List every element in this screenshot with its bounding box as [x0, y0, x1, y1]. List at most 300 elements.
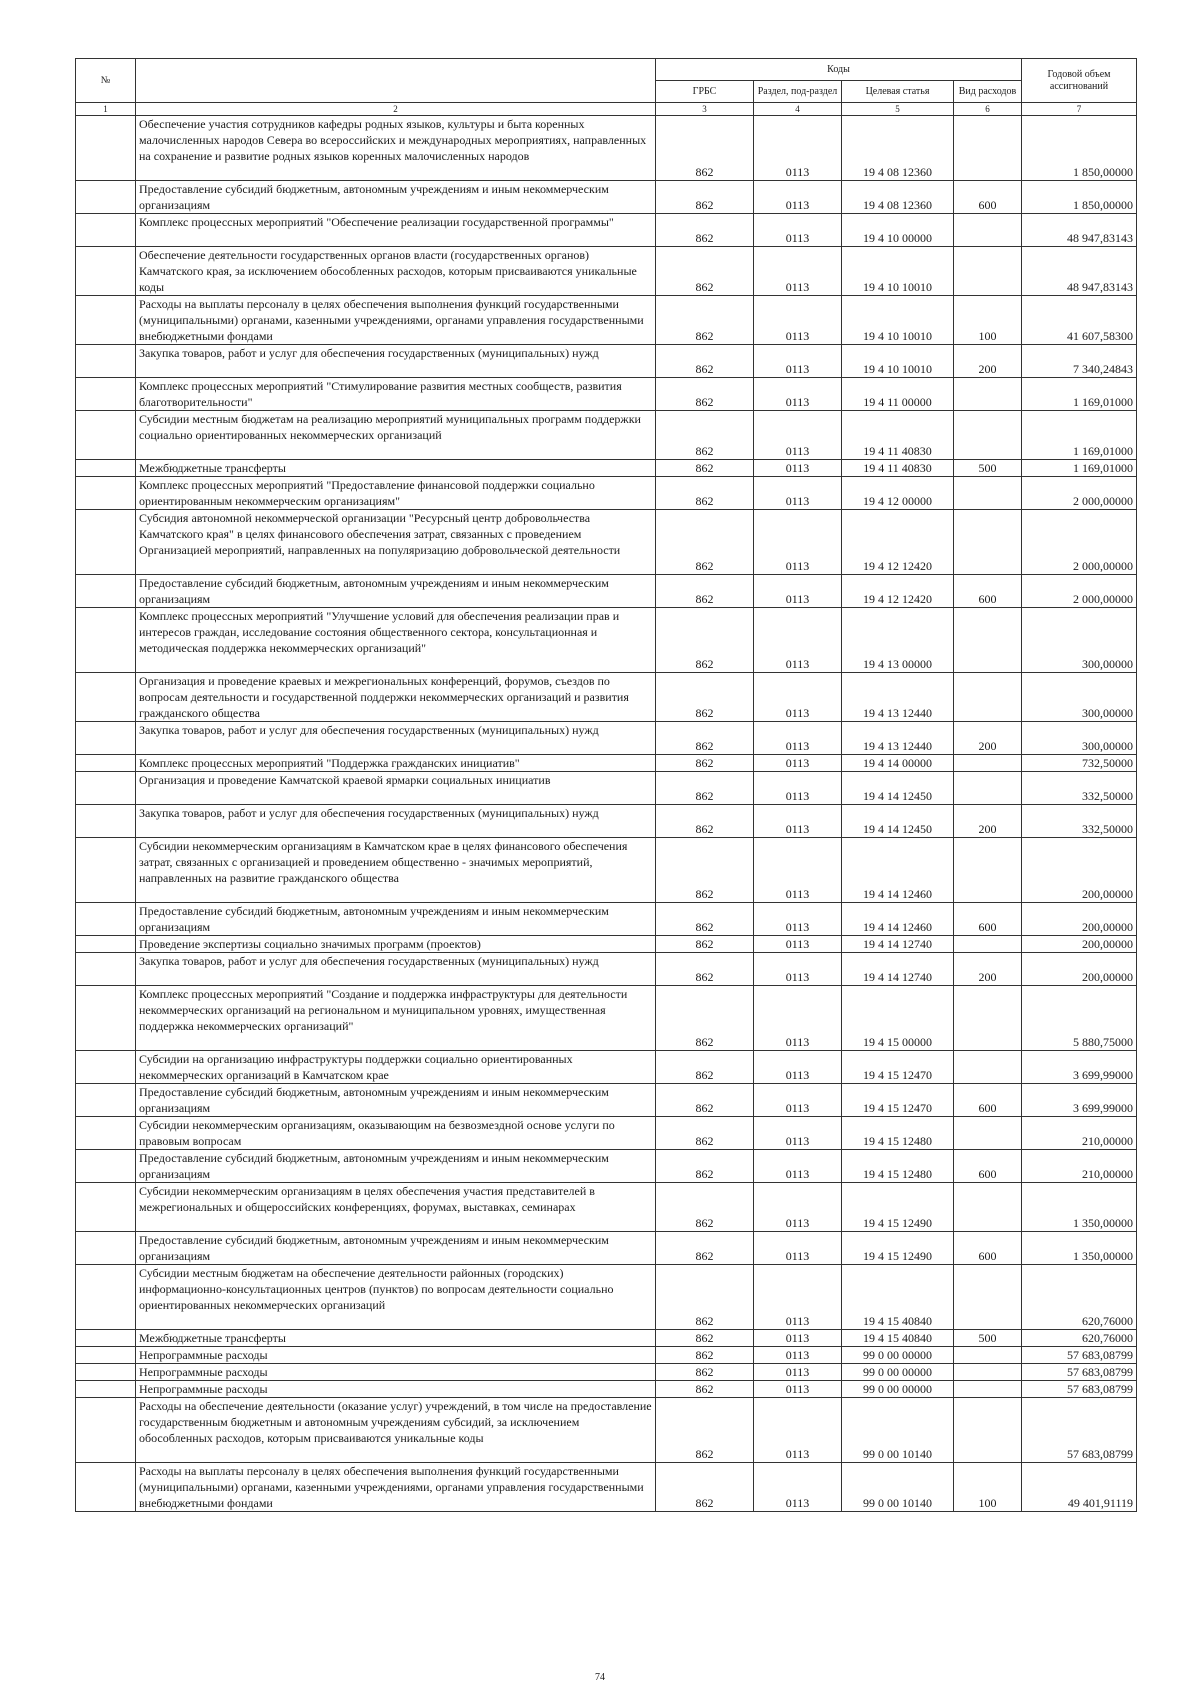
row-amount: 200,00000 — [1022, 838, 1137, 903]
row-target: 19 4 11 00000 — [842, 378, 954, 411]
row-amount: 57 683,08799 — [1022, 1364, 1137, 1381]
row-amount: 200,00000 — [1022, 936, 1137, 953]
table-row — [76, 953, 1137, 986]
row-razdel: 0113 — [754, 936, 842, 953]
row-amount: 1 850,00000 — [1022, 181, 1137, 214]
table-row — [76, 805, 1137, 838]
row-num — [76, 838, 136, 903]
row-target: 19 4 13 00000 — [842, 608, 954, 673]
row-vid: 200 — [954, 345, 1022, 378]
row-grbs: 862 — [656, 460, 754, 477]
row-razdel: 0113 — [754, 805, 842, 838]
row-amount: 620,76000 — [1022, 1265, 1137, 1330]
page-number: 74 — [595, 1672, 605, 1683]
row-razdel: 0113 — [754, 772, 842, 805]
table-header — [76, 59, 1137, 116]
table-row — [76, 1347, 1137, 1364]
row-name: Закупка товаров, работ и услуг для обеспечения государственных (муниципальных) нужд — [136, 722, 656, 755]
row-num — [76, 247, 136, 296]
row-razdel: 0113 — [754, 1463, 842, 1512]
row-num — [76, 1265, 136, 1330]
table-row — [76, 772, 1137, 805]
row-vid — [954, 1347, 1022, 1364]
table-row — [76, 247, 1137, 296]
row-num — [76, 460, 136, 477]
row-target: 19 4 08 12360 — [842, 116, 954, 181]
row-amount: 1 169,01000 — [1022, 378, 1137, 411]
row-target: 19 4 15 40840 — [842, 1265, 954, 1330]
table-row — [76, 345, 1137, 378]
row-grbs: 862 — [656, 116, 754, 181]
row-num — [76, 608, 136, 673]
header-razdel: Раздел, под-раздел — [754, 81, 842, 103]
table-row — [76, 1463, 1137, 1512]
row-vid: 600 — [954, 1084, 1022, 1117]
row-amount: 1 350,00000 — [1022, 1232, 1137, 1265]
table-row — [76, 214, 1137, 247]
table-row — [76, 1084, 1137, 1117]
table-row — [76, 1381, 1137, 1398]
row-num — [76, 722, 136, 755]
row-grbs: 862 — [656, 772, 754, 805]
row-num — [76, 1232, 136, 1265]
row-vid: 500 — [954, 1330, 1022, 1347]
row-name: Субсидии местным бюджетам на обеспечение деятельности районных (городских) информационно-консультационных центров (пунктов) по вопросам деятельности социально ориентированных некоммерческих организаций — [136, 1265, 656, 1330]
row-amount: 1 850,00000 — [1022, 116, 1137, 181]
row-vid — [954, 1265, 1022, 1330]
row-grbs: 862 — [656, 510, 754, 575]
row-vid: 600 — [954, 1232, 1022, 1265]
row-vid — [954, 772, 1022, 805]
row-grbs: 862 — [656, 1381, 754, 1398]
row-target: 19 4 15 12480 — [842, 1150, 954, 1183]
row-grbs: 862 — [656, 722, 754, 755]
row-grbs: 862 — [656, 214, 754, 247]
row-razdel: 0113 — [754, 181, 842, 214]
row-amount: 57 683,08799 — [1022, 1347, 1137, 1364]
table-row — [76, 1364, 1137, 1381]
row-amount: 200,00000 — [1022, 903, 1137, 936]
row-name: Межбюджетные трансферты — [136, 460, 656, 477]
row-vid — [954, 411, 1022, 460]
colnum-1: 1 — [76, 103, 136, 116]
row-grbs: 862 — [656, 755, 754, 772]
row-num — [76, 378, 136, 411]
row-razdel: 0113 — [754, 1381, 842, 1398]
row-razdel: 0113 — [754, 1330, 842, 1347]
row-name: Комплекс процессных мероприятий "Улучшение условий для обеспечения реализации прав и интересов граждан, исследование состояния общественного сектора, консультационная и методическая поддержка некоммерческих организаций" — [136, 608, 656, 673]
row-target: 19 4 14 12740 — [842, 953, 954, 986]
row-vid — [954, 1381, 1022, 1398]
row-vid: 600 — [954, 1150, 1022, 1183]
row-vid — [954, 936, 1022, 953]
row-grbs: 862 — [656, 1084, 754, 1117]
row-name: Предоставление субсидий бюджетным, автономным учреждениям и иным некоммерческим организациям — [136, 1084, 656, 1117]
table-body — [76, 116, 1137, 1512]
row-razdel: 0113 — [754, 1265, 842, 1330]
row-name: Закупка товаров, работ и услуг для обеспечения государственных (муниципальных) нужд — [136, 805, 656, 838]
row-grbs: 862 — [656, 805, 754, 838]
row-vid: 100 — [954, 296, 1022, 345]
table-row — [76, 608, 1137, 673]
row-num — [76, 296, 136, 345]
row-vid — [954, 1183, 1022, 1232]
row-grbs: 862 — [656, 247, 754, 296]
row-name: Предоставление субсидий бюджетным, автономным учреждениям и иным некоммерческим организациям — [136, 181, 656, 214]
row-name: Субсидии некоммерческим организациям в Камчатском крае в целях финансового обеспечения затрат, связанных с организацией и проведением общественно - значимых мероприятий, направленных на развитие гражданского общества — [136, 838, 656, 903]
row-grbs: 862 — [656, 1117, 754, 1150]
table-row — [76, 1398, 1137, 1463]
header-amount: Годовой объем ассигнований — [1022, 59, 1137, 103]
row-grbs: 862 — [656, 345, 754, 378]
row-name: Закупка товаров, работ и услуг для обеспечения государственных (муниципальных) нужд — [136, 345, 656, 378]
row-num — [76, 1084, 136, 1117]
budget-table — [75, 58, 1137, 1512]
row-name: Обеспечение участия сотрудников кафедры родных языков, культуры и быта коренных малочисленных народов Севера во всероссийских и международных мероприятиях, направленных на сохранение и развитие родных языков коренных малочисленных народов — [136, 116, 656, 181]
row-target: 19 4 12 12420 — [842, 510, 954, 575]
row-num — [76, 116, 136, 181]
row-target: 19 4 13 12440 — [842, 722, 954, 755]
row-razdel: 0113 — [754, 673, 842, 722]
row-razdel: 0113 — [754, 1364, 842, 1381]
row-vid: 200 — [954, 805, 1022, 838]
header-num: № — [76, 59, 136, 103]
row-grbs: 862 — [656, 296, 754, 345]
row-razdel: 0113 — [754, 838, 842, 903]
row-vid — [954, 1051, 1022, 1084]
row-razdel: 0113 — [754, 1347, 842, 1364]
row-vid — [954, 477, 1022, 510]
table-row — [76, 116, 1137, 181]
row-num — [76, 805, 136, 838]
row-name: Расходы на обеспечение деятельности (оказание услуг) учреждений, в том числе на предоставление государственным бюджетным и автономным учреждениям субсидий, за исключением обособленных расходов, которым присваиваются уникальные коды — [136, 1398, 656, 1463]
row-name: Межбюджетные трансферты — [136, 1330, 656, 1347]
row-num — [76, 1150, 136, 1183]
row-grbs: 862 — [656, 673, 754, 722]
row-num — [76, 510, 136, 575]
row-vid: 600 — [954, 181, 1022, 214]
table-row — [76, 673, 1137, 722]
row-vid — [954, 1117, 1022, 1150]
row-amount: 620,76000 — [1022, 1330, 1137, 1347]
row-vid — [954, 673, 1022, 722]
row-vid — [954, 755, 1022, 772]
table-row — [76, 411, 1137, 460]
colnum-3: 3 — [656, 103, 754, 116]
row-amount: 732,50000 — [1022, 755, 1137, 772]
table-row — [76, 1183, 1137, 1232]
row-num — [76, 411, 136, 460]
row-razdel: 0113 — [754, 1051, 842, 1084]
row-razdel: 0113 — [754, 608, 842, 673]
table-row — [76, 181, 1137, 214]
colnum-2: 2 — [136, 103, 656, 116]
row-target: 99 0 00 00000 — [842, 1347, 954, 1364]
row-grbs: 862 — [656, 1463, 754, 1512]
row-name: Предоставление субсидий бюджетным, автономным учреждениям и иным некоммерческим организациям — [136, 575, 656, 608]
row-razdel: 0113 — [754, 510, 842, 575]
row-name: Расходы на выплаты персоналу в целях обеспечения выполнения функций государственными (муниципальными) органами, казенными учреждениями, органами управления государственными внебюджетными фондами — [136, 1463, 656, 1512]
row-name: Организация и проведение Камчатской краевой ярмарки социальных инициатив — [136, 772, 656, 805]
row-name: Комплекс процессных мероприятий "Предоставление финансовой поддержки социально ориентированным некоммерческим организациям" — [136, 477, 656, 510]
row-target: 19 4 14 00000 — [842, 755, 954, 772]
row-vid — [954, 510, 1022, 575]
row-num — [76, 936, 136, 953]
table-row — [76, 296, 1137, 345]
row-target: 19 4 14 12740 — [842, 936, 954, 953]
table-row — [76, 477, 1137, 510]
row-name: Субсидии некоммерческим организациям, оказывающим на безвозмездной основе услуги по правовым вопросам — [136, 1117, 656, 1150]
row-num — [76, 986, 136, 1051]
row-vid — [954, 214, 1022, 247]
row-name: Субсидии на организацию инфраструктуры поддержки социально ориентированных некоммерческих организаций в Камчатском крае — [136, 1051, 656, 1084]
row-num — [76, 181, 136, 214]
row-name: Проведение экспертизы социально значимых программ (проектов) — [136, 936, 656, 953]
table-row — [76, 936, 1137, 953]
row-target: 19 4 10 00000 — [842, 214, 954, 247]
row-name: Предоставление субсидий бюджетным, автономным учреждениям и иным некоммерческим организациям — [136, 1232, 656, 1265]
row-target: 19 4 10 10010 — [842, 345, 954, 378]
row-target: 19 4 15 00000 — [842, 986, 954, 1051]
row-target: 19 4 12 00000 — [842, 477, 954, 510]
row-name: Организация и проведение краевых и межрегиональных конференций, форумов, съездов по вопросам деятельности и государственной поддержки некоммерческих организаций и развития гражданского общества — [136, 673, 656, 722]
row-grbs: 862 — [656, 411, 754, 460]
table-row — [76, 1330, 1137, 1347]
row-grbs: 862 — [656, 953, 754, 986]
row-razdel: 0113 — [754, 1398, 842, 1463]
table-row — [76, 1265, 1137, 1330]
header-name — [136, 59, 656, 103]
row-razdel: 0113 — [754, 722, 842, 755]
colnum-4: 4 — [754, 103, 842, 116]
row-amount: 5 880,75000 — [1022, 986, 1137, 1051]
row-grbs: 862 — [656, 608, 754, 673]
row-target: 19 4 15 12480 — [842, 1117, 954, 1150]
table-row — [76, 722, 1137, 755]
row-amount: 57 683,08799 — [1022, 1381, 1137, 1398]
table-row — [76, 1232, 1137, 1265]
row-name: Комплекс процессных мероприятий "Создание и поддержка инфраструктуры для деятельности некоммерческих организаций на региональном и муниципальном уровнях, имущественная поддержка некоммерческих организаций" — [136, 986, 656, 1051]
row-num — [76, 1117, 136, 1150]
row-amount: 210,00000 — [1022, 1117, 1137, 1150]
row-amount: 2 000,00000 — [1022, 510, 1137, 575]
row-razdel: 0113 — [754, 214, 842, 247]
row-target: 19 4 08 12360 — [842, 181, 954, 214]
row-grbs: 862 — [656, 1330, 754, 1347]
row-target: 19 4 15 12490 — [842, 1232, 954, 1265]
row-target: 99 0 00 00000 — [842, 1381, 954, 1398]
row-amount: 3 699,99000 — [1022, 1084, 1137, 1117]
row-vid — [954, 986, 1022, 1051]
row-amount: 1 169,01000 — [1022, 411, 1137, 460]
row-vid — [954, 838, 1022, 903]
row-amount: 41 607,58300 — [1022, 296, 1137, 345]
row-razdel: 0113 — [754, 477, 842, 510]
row-amount: 7 340,24843 — [1022, 345, 1137, 378]
row-amount: 2 000,00000 — [1022, 575, 1137, 608]
row-target: 19 4 14 12450 — [842, 772, 954, 805]
row-amount: 332,50000 — [1022, 772, 1137, 805]
row-grbs: 862 — [656, 1364, 754, 1381]
row-target: 19 4 10 10010 — [842, 296, 954, 345]
row-amount: 300,00000 — [1022, 722, 1137, 755]
row-amount: 1 169,01000 — [1022, 460, 1137, 477]
row-target: 19 4 15 12470 — [842, 1084, 954, 1117]
colnum-6: 6 — [954, 103, 1022, 116]
row-grbs: 862 — [656, 838, 754, 903]
row-name: Обеспечение деятельности государственных органов власти (государственных органов) Камчатского края, за исключением обособленных расходов, которым присваиваются уникальные коды — [136, 247, 656, 296]
header-grbs: ГРБС — [656, 81, 754, 103]
row-name: Закупка товаров, работ и услуг для обеспечения государственных (муниципальных) нужд — [136, 953, 656, 986]
row-num — [76, 953, 136, 986]
row-name: Непрограммные расходы — [136, 1347, 656, 1364]
row-num — [76, 903, 136, 936]
row-vid — [954, 1398, 1022, 1463]
row-razdel: 0113 — [754, 986, 842, 1051]
row-grbs: 862 — [656, 477, 754, 510]
row-razdel: 0113 — [754, 1150, 842, 1183]
table-row — [76, 838, 1137, 903]
row-name: Комплекс процессных мероприятий "Стимулирование развития местных сообществ, развития благотворительности" — [136, 378, 656, 411]
row-target: 99 0 00 00000 — [842, 1364, 954, 1381]
row-grbs: 862 — [656, 1265, 754, 1330]
table-row — [76, 755, 1137, 772]
row-grbs: 862 — [656, 936, 754, 953]
row-amount: 48 947,83143 — [1022, 247, 1137, 296]
table-row — [76, 1117, 1137, 1150]
row-name: Субсидия автономной некоммерческой организации "Ресурсный центр добровольчества Камчатского края" в целях финансового обеспечения затрат, связанных с проведением Организацией мероприятий, направленных на популяризацию добровольческой деятельности — [136, 510, 656, 575]
row-target: 19 4 14 12450 — [842, 805, 954, 838]
row-grbs: 862 — [656, 1398, 754, 1463]
table-row — [76, 903, 1137, 936]
row-amount: 200,00000 — [1022, 953, 1137, 986]
row-name: Предоставление субсидий бюджетным, автономным учреждениям и иным некоммерческим организациям — [136, 1150, 656, 1183]
row-amount: 2 000,00000 — [1022, 477, 1137, 510]
row-grbs: 862 — [656, 1150, 754, 1183]
row-razdel: 0113 — [754, 378, 842, 411]
row-name: Комплекс процессных мероприятий "Поддержка гражданских инициатив" — [136, 755, 656, 772]
row-razdel: 0113 — [754, 953, 842, 986]
row-num — [76, 1347, 136, 1364]
row-name: Субсидии некоммерческим организациям в целях обеспечения участия представителей в межрегиональных и общероссийских конференциях, форумах, выставках, семинарах — [136, 1183, 656, 1232]
header-vid: Вид расходов — [954, 81, 1022, 103]
row-vid — [954, 378, 1022, 411]
row-razdel: 0113 — [754, 1183, 842, 1232]
row-vid: 500 — [954, 460, 1022, 477]
row-razdel: 0113 — [754, 460, 842, 477]
table-row — [76, 510, 1137, 575]
table-row — [76, 986, 1137, 1051]
row-num — [76, 755, 136, 772]
row-vid — [954, 247, 1022, 296]
table-row — [76, 1150, 1137, 1183]
row-razdel: 0113 — [754, 247, 842, 296]
row-num — [76, 1398, 136, 1463]
row-grbs: 862 — [656, 1232, 754, 1265]
row-target: 19 4 10 10010 — [842, 247, 954, 296]
row-vid: 600 — [954, 575, 1022, 608]
row-target: 19 4 13 12440 — [842, 673, 954, 722]
row-num — [76, 1051, 136, 1084]
row-vid — [954, 116, 1022, 181]
table-row — [76, 460, 1137, 477]
row-name: Непрограммные расходы — [136, 1381, 656, 1398]
row-num — [76, 1381, 136, 1398]
row-vid: 600 — [954, 903, 1022, 936]
row-razdel: 0113 — [754, 1117, 842, 1150]
row-target: 99 0 00 10140 — [842, 1398, 954, 1463]
row-amount: 300,00000 — [1022, 608, 1137, 673]
row-name: Субсидии местным бюджетам на реализацию мероприятий муниципальных программ поддержки социально ориентированных некоммерческих организаций — [136, 411, 656, 460]
row-amount: 3 699,99000 — [1022, 1051, 1137, 1084]
row-amount: 57 683,08799 — [1022, 1398, 1137, 1463]
row-target: 19 4 14 12460 — [842, 838, 954, 903]
row-grbs: 862 — [656, 378, 754, 411]
row-vid — [954, 608, 1022, 673]
row-target: 19 4 11 40830 — [842, 411, 954, 460]
row-amount: 1 350,00000 — [1022, 1183, 1137, 1232]
row-grbs: 862 — [656, 1347, 754, 1364]
row-razdel: 0113 — [754, 903, 842, 936]
row-num — [76, 673, 136, 722]
row-vid: 200 — [954, 722, 1022, 755]
row-num — [76, 477, 136, 510]
row-num — [76, 1463, 136, 1512]
row-razdel: 0113 — [754, 575, 842, 608]
row-razdel: 0113 — [754, 345, 842, 378]
colnum-7: 7 — [1022, 103, 1137, 116]
row-target: 19 4 11 40830 — [842, 460, 954, 477]
row-num — [76, 1364, 136, 1381]
row-razdel: 0113 — [754, 755, 842, 772]
row-razdel: 0113 — [754, 1232, 842, 1265]
row-amount: 48 947,83143 — [1022, 214, 1137, 247]
row-grbs: 862 — [656, 575, 754, 608]
row-target: 99 0 00 10140 — [842, 1463, 954, 1512]
row-target: 19 4 14 12460 — [842, 903, 954, 936]
row-vid — [954, 1364, 1022, 1381]
row-vid: 200 — [954, 953, 1022, 986]
row-razdel: 0113 — [754, 1084, 842, 1117]
row-amount: 210,00000 — [1022, 1150, 1137, 1183]
table-row — [76, 1051, 1137, 1084]
row-num — [76, 345, 136, 378]
row-name: Расходы на выплаты персоналу в целях обеспечения выполнения функций государственными (муниципальными) органами, казенными учреждениями, органами управления государственными внебюджетными фондами — [136, 296, 656, 345]
row-name: Непрограммные расходы — [136, 1364, 656, 1381]
row-grbs: 862 — [656, 181, 754, 214]
row-amount: 300,00000 — [1022, 673, 1137, 722]
row-amount: 332,50000 — [1022, 805, 1137, 838]
row-target: 19 4 12 12420 — [842, 575, 954, 608]
row-target: 19 4 15 12470 — [842, 1051, 954, 1084]
row-name: Предоставление субсидий бюджетным, автономным учреждениям и иным некоммерческим организациям — [136, 903, 656, 936]
row-num — [76, 772, 136, 805]
row-num — [76, 214, 136, 247]
row-amount: 49 401,91119 — [1022, 1463, 1137, 1512]
row-razdel: 0113 — [754, 411, 842, 460]
row-razdel: 0113 — [754, 296, 842, 345]
row-grbs: 862 — [656, 1183, 754, 1232]
header-target: Целевая статья — [842, 81, 954, 103]
row-razdel: 0113 — [754, 116, 842, 181]
row-grbs: 862 — [656, 903, 754, 936]
table-row — [76, 378, 1137, 411]
row-num — [76, 1330, 136, 1347]
row-target: 19 4 15 40840 — [842, 1330, 954, 1347]
row-grbs: 862 — [656, 1051, 754, 1084]
row-target: 19 4 15 12490 — [842, 1183, 954, 1232]
colnum-5: 5 — [842, 103, 954, 116]
